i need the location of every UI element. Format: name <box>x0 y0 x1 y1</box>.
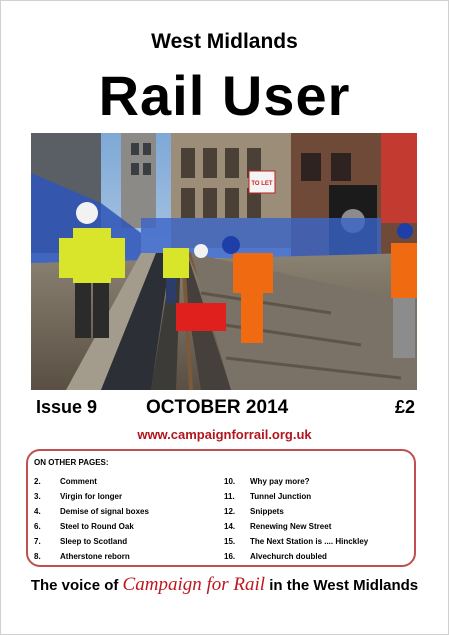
contents-item-title: Demise of signal boxes <box>60 507 149 516</box>
to-let-sign: TO LET <box>251 181 273 187</box>
contents-item-title: Tunnel Junction <box>250 492 312 501</box>
issue-date: OCTOBER 2014 <box>146 397 289 418</box>
tagline-suffix: in the West Midlands <box>269 577 419 594</box>
website-link[interactable]: www.campaignforrail.org.uk <box>137 427 312 442</box>
contents-item <box>224 552 327 561</box>
contents-item <box>34 552 130 561</box>
contents-item <box>34 492 122 501</box>
contents-item-title: The Next Station is .... Hinckley <box>250 537 369 546</box>
contents-item-page: 11. <box>224 492 235 501</box>
contents-item-title: Alvechurch doubled <box>250 552 327 561</box>
contents-item-title: Comment <box>60 477 97 486</box>
contents-item-page: 6. <box>34 522 41 531</box>
page-title: Rail User <box>98 64 351 127</box>
contents-item-page: 14. <box>224 522 236 531</box>
contents-item <box>224 537 368 546</box>
contents-item <box>34 537 127 546</box>
footer-tagline <box>0 574 449 596</box>
contents-item-title: Steel to Round Oak <box>60 522 134 531</box>
contents-item <box>224 522 331 531</box>
issue-price: £2 <box>394 397 415 417</box>
contents-item <box>224 492 311 501</box>
campaign-for-rail-brand: Campaign for Rail <box>122 574 266 595</box>
contents-box <box>26 449 416 567</box>
contents-item-page: 3. <box>34 492 41 501</box>
super-title: West Midlands <box>151 30 298 53</box>
contents-item-page: 16. <box>224 552 236 561</box>
contents-item-page: 4. <box>34 507 41 516</box>
contents-item-title: Virgin for longer <box>60 492 123 501</box>
contents-item-title: Why pay more? <box>250 477 310 486</box>
contents-item <box>224 477 310 486</box>
contents-item-page: 15. <box>224 537 236 546</box>
contents-item-page: 12. <box>224 507 236 516</box>
issue-number: Issue 9 <box>36 397 98 417</box>
contents-item-page: 2. <box>34 477 41 486</box>
tagline-prefix: The voice of <box>30 577 119 594</box>
contents-item <box>34 507 149 516</box>
contents-item <box>34 477 97 486</box>
contents-item <box>34 522 134 531</box>
contents-item-title: Snippets <box>250 507 284 516</box>
issue-bar <box>36 397 415 421</box>
contents-item-page: 8. <box>34 552 41 561</box>
tram-track-workers-photo <box>31 133 417 390</box>
contents-item-page: 10. <box>224 477 236 486</box>
cover-photo <box>31 133 417 390</box>
contents-heading: ON OTHER PAGES: <box>34 458 109 467</box>
contents-item-title: Renewing New Street <box>250 522 332 531</box>
contents-item-title: Atherstone reborn <box>60 552 130 561</box>
contents-item-page: 7. <box>34 537 41 546</box>
contents-item <box>224 507 284 516</box>
contents-item-title: Sleep to Scotland <box>60 537 128 546</box>
